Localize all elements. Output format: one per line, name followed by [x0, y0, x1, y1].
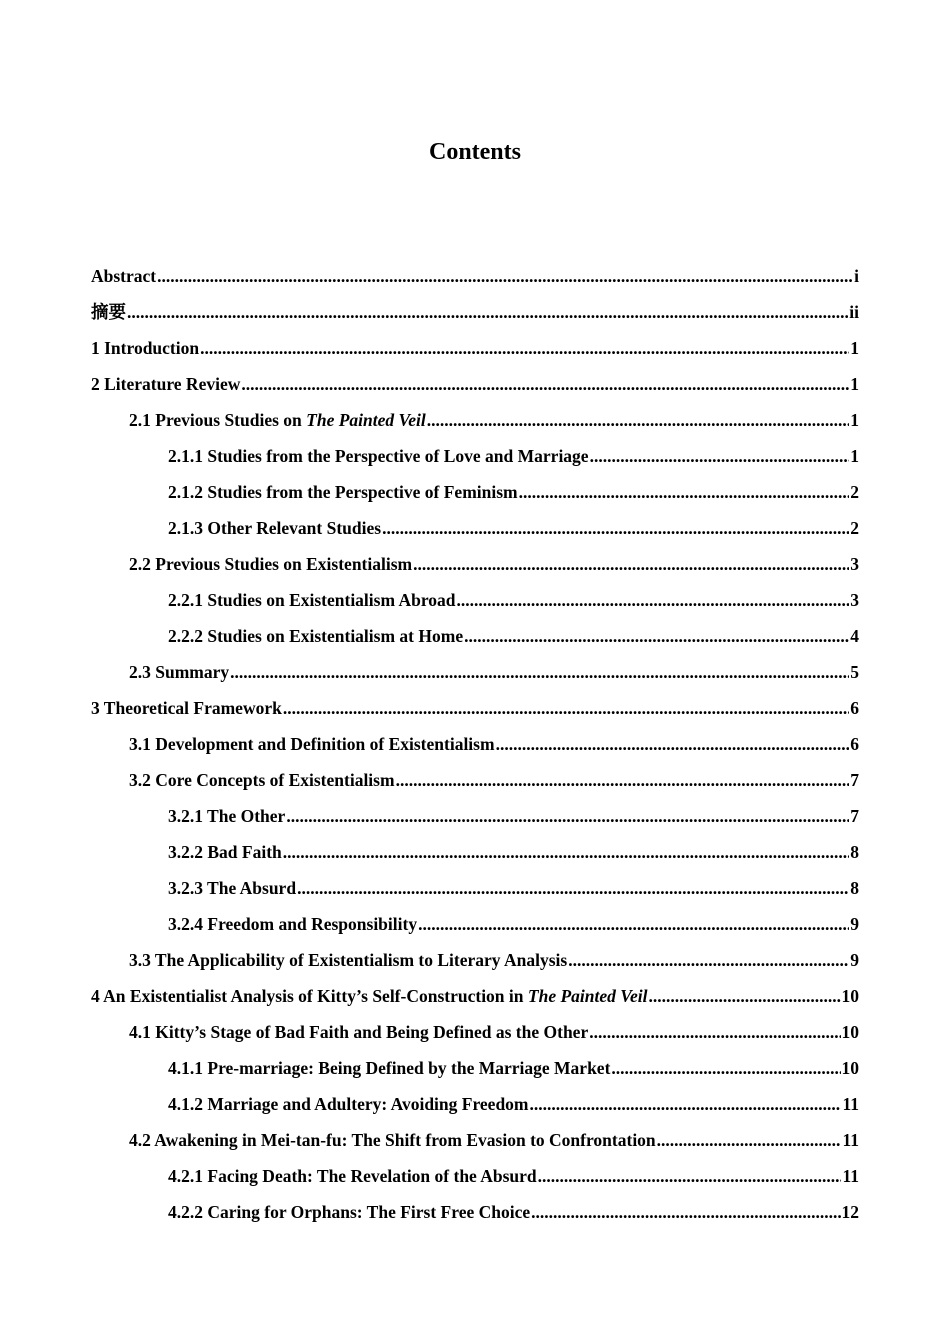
- toc-page-number: 6: [850, 698, 859, 718]
- dot-leader: [657, 1122, 842, 1158]
- toc-page-number: i: [854, 266, 859, 286]
- toc-page-number: 1: [850, 410, 859, 430]
- toc-entry-title: [129, 402, 426, 438]
- toc-entry-title: [168, 438, 589, 474]
- page-title: Contents: [428, 139, 521, 165]
- toc-entry[interactable]: [91, 1014, 859, 1050]
- toc-entry-title: [168, 1050, 610, 1086]
- toc-page-number: 11: [842, 1166, 859, 1186]
- toc-page-number: 7: [850, 770, 859, 790]
- toc-entry-title: [168, 1158, 537, 1194]
- toc-entry-label: 4.2 Awakening in Mei-tan-fu: The Shift from Evasion to Confrontation: [129, 1130, 656, 1150]
- toc-entry-label: 3.2 Core Concepts of Existentialism: [129, 770, 395, 790]
- toc-page-number: 9: [850, 950, 859, 970]
- toc-entry[interactable]: [91, 438, 859, 474]
- toc-entry[interactable]: [91, 582, 859, 618]
- toc-page-number: 6: [850, 734, 859, 754]
- toc-entry-label: 4 An Existentialist Analysis of Kitty’s Self-Construction in: [91, 986, 528, 1006]
- toc-entry-label: 2.2.2 Studies on Existentialism at Home: [168, 626, 464, 646]
- toc-entry-title: [129, 1014, 588, 1050]
- dot-leader: [530, 1086, 842, 1122]
- dot-leader: [427, 402, 850, 438]
- toc-page-number: 9: [850, 914, 859, 934]
- toc-entry-title: [168, 1194, 530, 1230]
- dot-leader: [283, 690, 849, 726]
- dot-leader: [157, 258, 853, 294]
- toc-entry-title: [91, 330, 199, 366]
- dot-leader: [241, 366, 849, 402]
- toc-entry-label: 2.2 Previous Studies on Existentialism: [129, 554, 413, 574]
- toc-entry-italic-title: The Painted Veil: [527, 986, 648, 1006]
- toc-entry-title: [168, 474, 518, 510]
- toc-entry[interactable]: [91, 474, 859, 510]
- dot-leader: [413, 546, 849, 582]
- toc-entry[interactable]: [91, 762, 859, 798]
- toc-entry-label: 2.3 Summary: [129, 662, 230, 682]
- toc-entry-title: [168, 582, 456, 618]
- toc-entry-title: [168, 618, 463, 654]
- toc-page-number: 3: [850, 554, 859, 574]
- toc-entry-label: 2.1.1 Studies from the Perspective of Love and Marriage: [168, 446, 589, 466]
- dot-leader: [648, 978, 840, 1014]
- toc-entry[interactable]: [91, 726, 859, 762]
- dot-leader: [297, 870, 849, 906]
- dot-leader: [200, 330, 849, 366]
- toc-page-number: 5: [850, 662, 859, 682]
- dot-leader: [531, 1194, 840, 1230]
- toc-entry-label: 4.2.1 Facing Death: The Revelation of the Absurd: [168, 1166, 537, 1186]
- toc-page-number: 12: [841, 1202, 859, 1222]
- toc-entry-title: [168, 906, 417, 942]
- toc-entry-label: 4.1.1 Pre-marriage: Being Defined by the Marriage Market: [168, 1058, 611, 1078]
- toc-entry[interactable]: [91, 654, 859, 690]
- toc-page-number: 11: [842, 1130, 859, 1150]
- toc-entry-label: 3.2.3 The Absurd: [168, 878, 297, 898]
- toc-entry-label: 3.1 Development and Definition of Existentialism: [129, 734, 495, 754]
- toc-entry-title: [91, 978, 647, 1014]
- toc-entry[interactable]: [91, 1086, 859, 1122]
- dot-leader: [496, 726, 850, 762]
- toc-entry-title: [91, 366, 240, 402]
- toc-entry-label: 3.2.4 Freedom and Responsibility: [168, 914, 418, 934]
- toc-entry-title: [168, 510, 381, 546]
- toc-page-number: 2: [850, 482, 859, 502]
- toc-entry-label: 3.2.2 Bad Faith: [168, 842, 282, 862]
- table-of-contents: [91, 258, 859, 1230]
- toc-page-number: 3: [850, 590, 859, 610]
- toc-page-number: 1: [850, 374, 859, 394]
- toc-entry-title: [129, 654, 229, 690]
- toc-entry[interactable]: [91, 906, 859, 942]
- toc-entry-label: 3 Theoretical Framework: [91, 698, 282, 718]
- toc-entry[interactable]: [91, 294, 859, 330]
- dot-leader: [538, 1158, 842, 1194]
- dot-leader: [418, 906, 849, 942]
- dot-leader: [283, 834, 849, 870]
- toc-entry[interactable]: [91, 690, 859, 726]
- dot-leader: [230, 654, 849, 690]
- toc-page-number: 10: [841, 1058, 859, 1078]
- toc-entry[interactable]: [91, 870, 859, 906]
- toc-entry[interactable]: [91, 330, 859, 366]
- toc-entry[interactable]: [91, 798, 859, 834]
- toc-entry-label: 4.1 Kitty’s Stage of Bad Faith and Being Defined as the Other: [129, 1022, 589, 1042]
- toc-page-number: 10: [841, 986, 859, 1006]
- toc-entry-title: [168, 870, 296, 906]
- dot-leader: [382, 510, 849, 546]
- toc-page-number: 7: [850, 806, 859, 826]
- toc-entry[interactable]: [91, 1122, 859, 1158]
- toc-entry-title: [129, 726, 495, 762]
- dot-leader: [127, 294, 848, 330]
- dot-leader: [464, 618, 849, 654]
- toc-entry[interactable]: [91, 510, 859, 546]
- dot-leader: [590, 438, 850, 474]
- toc-entry-label: 2.1 Previous Studies on: [129, 410, 307, 430]
- toc-entry-label: 2.2.1 Studies on Existentialism Abroad: [168, 590, 456, 610]
- dot-leader: [568, 942, 849, 978]
- dot-leader: [396, 762, 850, 798]
- toc-entry-label: Abstract: [91, 266, 157, 286]
- toc-entry-title: [91, 690, 282, 726]
- toc-entry[interactable]: [91, 366, 859, 402]
- toc-entry-label: 1 Introduction: [91, 338, 200, 358]
- toc-entry-label: 摘要: [91, 302, 126, 322]
- toc-entry-label: 4.2.2 Caring for Orphans: The First Free Choice: [168, 1202, 531, 1222]
- dot-leader: [519, 474, 850, 510]
- toc-entry-title: [129, 762, 395, 798]
- toc-entry-label: 3.2.1 The Other: [168, 806, 286, 826]
- toc-entry-title: [91, 258, 156, 294]
- toc-entry-title: [129, 546, 412, 582]
- toc-entry-title: [129, 942, 567, 978]
- dot-leader: [589, 1014, 840, 1050]
- toc-entry-title: [168, 834, 282, 870]
- toc-entry[interactable]: [91, 942, 859, 978]
- toc-entry[interactable]: [91, 978, 859, 1014]
- toc-entry[interactable]: [91, 1050, 859, 1086]
- toc-entry-label: 2.1.3 Other Relevant Studies: [168, 518, 382, 538]
- toc-page-number: 8: [850, 878, 859, 898]
- toc-page-number: 2: [850, 518, 859, 538]
- toc-entry-italic-title: The Painted Veil: [306, 410, 426, 430]
- toc-entry-label: 2.1.2 Studies from the Perspective of Feminism: [168, 482, 518, 502]
- toc-page-number: 4: [850, 626, 859, 646]
- dot-leader: [286, 798, 849, 834]
- toc-entry[interactable]: [91, 1158, 859, 1194]
- toc-page-number: 1: [850, 338, 859, 358]
- toc-entry-title: [129, 1122, 656, 1158]
- toc-entry-title: [168, 798, 285, 834]
- toc-entry-label: 4.1.2 Marriage and Adultery: Avoiding Freedom: [168, 1094, 529, 1114]
- toc-page-number: 11: [842, 1094, 859, 1114]
- toc-entry[interactable]: [91, 402, 859, 438]
- toc-entry[interactable]: [91, 546, 859, 582]
- toc-entry-title: [168, 1086, 529, 1122]
- toc-page-number: ii: [849, 302, 859, 322]
- toc-entry-label: 3.3 The Applicability of Existentialism to Literary Analysis: [129, 950, 568, 970]
- toc-entry[interactable]: [91, 1194, 859, 1230]
- toc-entry[interactable]: [91, 618, 859, 654]
- toc-entry-title: [91, 294, 126, 330]
- toc-page-number: 8: [850, 842, 859, 862]
- dot-leader: [457, 582, 850, 618]
- toc-entry-label: 2 Literature Review: [91, 374, 241, 394]
- toc-entry[interactable]: [91, 258, 859, 294]
- toc-entry[interactable]: [91, 834, 859, 870]
- dot-leader: [611, 1050, 840, 1086]
- toc-page-number: 10: [841, 1022, 859, 1042]
- toc-page-number: 1: [850, 446, 859, 466]
